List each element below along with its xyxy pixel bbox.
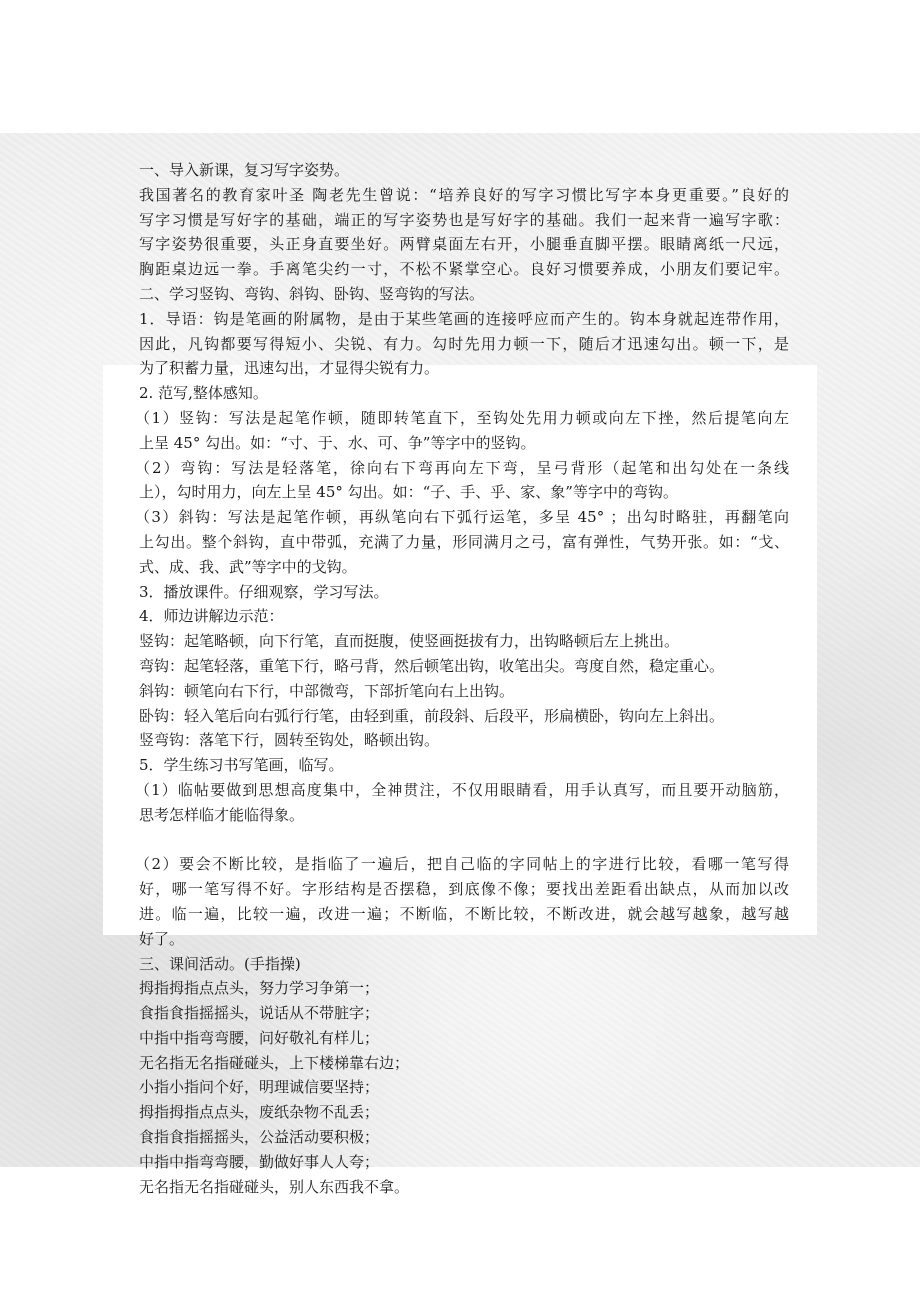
text-line: 拇指拇指点点头，废纸杂物不乱丢； [139,1103,380,1122]
text-line: 中指中指弯弯腰，勤做好事人人夸； [139,1152,380,1171]
text-line: 小指小指问个好，明理诚信要坚持； [139,1078,380,1097]
text-line: 食指食指摇摇头，说话从不带脏字； [139,1004,380,1023]
text-line: 弯钩：起笔轻落，重笔下行，略弓背，然后顿笔出钩，收笔出尖。弯度自然，稳定重心。 [139,656,725,675]
text-line: 斜钩：顿笔向右下行，中部微弯，下部折笔向右上出钩。 [139,681,515,700]
text-line: 为了积蓄力量，迅速勾出，才显得尖锐有力。 [139,359,440,378]
text-line: 中指中指弯弯腰，问好敬礼有样儿； [139,1028,380,1047]
text-line: 好，哪一笔写得不好。字形结构是否摆稳，到底像不像；要找出差距看出缺点，从而加以改 [139,880,789,899]
text-line: 式、成、我、武”等字中的戈钩。 [139,557,357,576]
text-line: （2）弯钩：写法是轻落笔，徐向右下弯再向左下弯，呈弓背形（起笔和出勾处在一条线 [135,458,789,477]
text-line: 拇指拇指点点头，努力学习争第一； [139,979,380,998]
text-line: 进。临一遍，比较一遍，改进一遍；不断临，不断比较，不断改进，就会越写越象，越写越 [139,904,789,923]
text-line: 3．播放课件。仔细观察，学习写法。 [139,582,389,601]
text-line: 5．学生练习书写笔画，临写。 [139,756,344,775]
text-line: （2）要会不断比较，是指临了一遍后，把自己临的字同帖上的字进行比较，看哪一笔写得 [135,855,789,874]
document-body [135,158,789,1199]
text-line: 二、学习竖钩、弯钩、斜钩、卧钩、竖弯钩的写法。 [139,284,485,303]
text-line: 2. 范写,整体感知。 [139,384,268,403]
blank-line [139,828,789,853]
text-line: 因此，凡钩都要写得短小、尖锐、有力。勾时先用力顿一下，随后才迅速勾出。顿一下，是 [139,334,789,353]
text-line: 写字姿势很重要，头正身直要坐好。两臂桌面左右开，小腿垂直脚平摆。眼睛离纸一尺远， [139,235,789,254]
text-line: 思考怎样临才能临得象。 [139,805,305,824]
text-line: 竖钩：起笔略顿，向下行笔，直而挺腹，使竖画挺拔有力，出钩略顿后左上挑出。 [139,632,680,651]
text-line: 卧钩：轻入笔后向右弧行行笔，由轻到重，前段斜、后段平，形扁横卧，钩向左上斜出。 [139,706,725,725]
text-line: （3）斜钩：写法是起笔作顿，再纵笔向右下弧行运笔，多呈 45° ；出勾时略驻，再翻笔向 [135,508,789,527]
text-line: 三、课间活动。(手指操) [139,954,301,973]
text-line: 1．导语：钩是笔画的附属物，是由于某些笔画的连接呼应而产生的。钩本身就起连带作用， [139,309,789,328]
text-line: （1）临帖要做到思想高度集中，全神贯注，不仅用眼睛看，用手认真写，而且要开动脑筋， [135,780,789,799]
text-line: （1）竖钩：写法是起笔作顿，随即转笔直下，至钩处先用力顿或向左下挫，然后提笔向左 [135,408,789,427]
text-line: 无名指无名指碰碰头，别人东西我不拿。 [139,1177,410,1196]
text-line: 一、导入新课，复习写字姿势。 [139,161,350,179]
text-line: 竖弯钩：落笔下行，圆转至钩处，略顿出钩。 [139,731,440,750]
text-line: 4．师边讲解边示范： [139,607,284,626]
text-line: 食指食指摇摇头，公益活动要积极； [139,1128,380,1147]
text-line: 写字习惯是写好字的基础，端正的写字姿势也是写好字的基础。我们一起来背一遍写字歌： [139,210,789,229]
text-line: 上勾出。整个斜钩，直中带弧，充满了力量，形同满月之弓，富有弹性，气势开张。如：“戈、 [139,532,789,551]
text-line: 我国著名的教育家叶圣 陶老先生曾说：“培养良好的写字习惯比写字本身更重要。”良好的 [139,185,789,204]
text-line: 胸距桌边远一拳。手离笔尖约一寸，不松不紧掌空心。良好习惯要养成，小朋友们要记牢。 [139,260,789,279]
text-line: 好了。 [139,929,185,948]
text-line: 上呈 45° 勾出。如：“寸、于、水、可、争”等字中的竖钩。 [139,433,536,452]
text-line: 上），勾时用力，向左上呈 45° 勾出。如：“子、手、乎、家、象”等字中的弯钩。 [139,483,678,502]
text-line: 无名指无名指碰碰头，上下楼梯靠右边； [139,1053,410,1072]
